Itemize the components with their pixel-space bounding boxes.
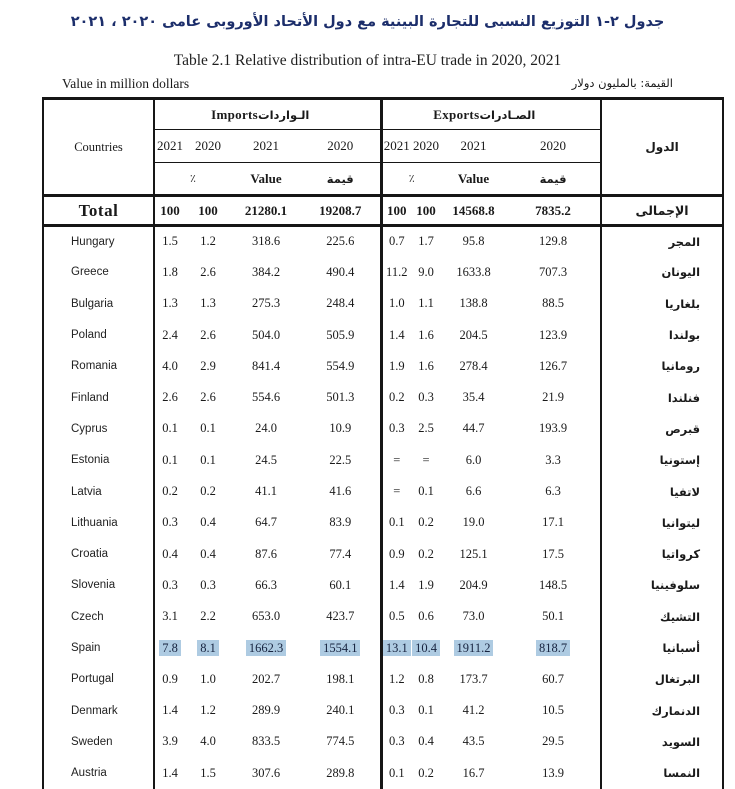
exp-pct-2021-cell: 11.2 — [386, 264, 408, 279]
country-name-ar: أسبانيا — [662, 641, 701, 655]
imp-pct-2021-cell: 0.1 — [162, 421, 178, 436]
country-row — [43, 758, 723, 789]
imp-pct-2021-cell: 4.0 — [162, 358, 178, 373]
country-name-ar: التشيك — [660, 609, 701, 624]
country-row — [43, 288, 723, 319]
imp-val-2020-cell: 198.1 — [301, 664, 381, 695]
country-name-en: Portugal — [43, 664, 154, 695]
country-row — [43, 601, 723, 632]
country-row — [43, 257, 723, 288]
exp-pct-2021-cell: = — [393, 452, 401, 467]
exp-pct-2021-cell: 1.4 — [388, 577, 405, 592]
exp-val-2021-cell: 1911.2 — [441, 632, 506, 663]
country-name-ar: الدنمارك — [651, 703, 701, 718]
total-exp-pct-2021: 100 — [387, 202, 407, 218]
exp-val-2020-cell: 129.8 — [506, 226, 601, 257]
imp-pct-2021-cell: 1.8 — [162, 264, 178, 279]
exp-val-2020-cell: 29.5 — [506, 726, 601, 757]
country-name-en: Poland — [43, 319, 154, 350]
imp-val-2020-cell: 22.5 — [301, 445, 381, 476]
exp-val-2020-cell: 123.9 — [506, 319, 601, 350]
exports-label-en: Exports — [433, 106, 480, 122]
exp-val-2021-cell: 138.8 — [459, 296, 488, 311]
country-name-en: Denmark — [43, 695, 154, 726]
imports-label-ar: الـواردات — [258, 107, 310, 122]
header-year-exp-val-2021: 2021 — [441, 130, 506, 163]
exp-val-2021-cell: 6.6 — [465, 484, 482, 499]
imp-pct-2021-cell: 2.4 — [162, 327, 178, 342]
imp-val-2021-cell: 841.4 — [251, 358, 281, 373]
exp-pct-2020-cell: 0.6 — [418, 609, 434, 624]
value-unit-notes — [0, 76, 735, 92]
header-year-imp-val-2020: 2020 — [301, 130, 381, 163]
exp-pct-2020-cell: 0.1 — [418, 703, 434, 718]
country-name-en: Slovenia — [43, 570, 154, 601]
exp-pct-2020-cell: 1.7 — [418, 234, 434, 249]
table-total-section — [43, 196, 723, 226]
exp-pct-2021-cell: 0.3 — [388, 734, 405, 749]
imports-label-en: Imports — [211, 106, 259, 122]
table-title-english: Table 2.1 Relative distribution of intra-EU trade in 2020, 2021 — [173, 52, 562, 69]
exp-pct-2020-cell: 0.2 — [418, 765, 434, 780]
imp-val-2021-cell: 66.3 — [255, 577, 277, 592]
table-title-arabic: جدول ٢-١ التوزيع النسبى للتجارة البينية مع دول الأتحاد الأوروبى عامى ٢٠٢٠ ، ٢٠٢١ — [70, 14, 665, 30]
exp-val-2021-cell: 35.4 — [462, 390, 485, 405]
imp-val-2020-cell: 225.6 — [301, 226, 381, 257]
country-row — [43, 351, 723, 382]
imp-pct-2020-cell: 1.3 — [200, 296, 216, 311]
exp-pct-2020-cell: 1.6 — [418, 327, 434, 342]
table-body — [43, 226, 723, 789]
exp-val-2021-cell: 278.4 — [459, 358, 488, 373]
country-row — [43, 507, 723, 538]
imp-val-2021-cell: 275.3 — [251, 296, 281, 311]
imp-pct-2021-cell: 7.8 — [154, 632, 185, 663]
exp-val-2021-cell: 204.9 — [459, 577, 488, 592]
exp-val-2021-cell: 43.5 — [462, 734, 485, 749]
imp-val-2020-cell: 490.4 — [301, 257, 381, 288]
imp-pct-2021-cell: 0.4 — [162, 546, 178, 561]
exp-pct-2021-cell: 1.9 — [388, 358, 405, 373]
imp-pct-2021-cell: 1.3 — [162, 296, 178, 311]
imp-pct-2021-cell: 0.3 — [162, 515, 178, 530]
country-name-en: Sweden — [43, 726, 154, 757]
imp-pct-2020-cell: 8.1 — [185, 632, 231, 663]
exp-val-2021-cell: 1633.8 — [456, 264, 491, 279]
country-name-ar: رومانيا — [661, 359, 701, 374]
imp-pct-2020-cell: 2.6 — [200, 264, 216, 279]
header-imports-value-ar: قيمة — [301, 163, 381, 196]
exp-pct-2020-cell: 0.4 — [418, 734, 434, 749]
imp-pct-2020-cell: 4.0 — [200, 734, 216, 749]
header-exports-value-en: Value — [457, 170, 490, 186]
exports-label-ar: الصـادرات — [479, 107, 536, 122]
exp-val-2020-cell: 21.9 — [506, 382, 601, 413]
exp-pct-2021-cell: 1.4 — [388, 327, 405, 342]
value-note-arabic: القيمة: بالمليون دولار — [571, 76, 673, 90]
country-row — [43, 664, 723, 695]
country-row — [43, 632, 723, 663]
total-exp-pct-2020: 100 — [416, 202, 436, 218]
imp-pct-2021-cell: 1.4 — [162, 703, 178, 718]
exp-pct-2020-cell: 0.8 — [418, 671, 434, 686]
total-label-ar: الإجمالى — [635, 203, 689, 218]
intra-eu-trade-table — [42, 97, 724, 789]
exp-pct-2021-cell: = — [393, 484, 401, 499]
imp-pct-2020-cell: 2.6 — [200, 327, 216, 342]
country-name-en: Hungary — [43, 226, 154, 257]
imp-val-2020-cell: 554.9 — [301, 351, 381, 382]
imp-val-2021-cell: 64.7 — [255, 515, 277, 530]
country-name-en: Spain — [43, 632, 154, 663]
imp-val-2020-cell: 501.3 — [301, 382, 381, 413]
header-year-imp-val-2021: 2021 — [231, 130, 301, 163]
country-name-ar: كرواتيا — [661, 547, 701, 562]
exp-pct-2021-cell: 0.1 — [388, 515, 405, 530]
country-name-ar: بلغاريا — [664, 296, 701, 311]
exp-pct-2021-cell: 0.1 — [388, 765, 405, 780]
country-row — [43, 413, 723, 444]
exp-pct-2020-cell: 9.0 — [418, 264, 434, 279]
exp-val-2021-cell: 95.8 — [462, 234, 485, 249]
exp-pct-2021-cell: 0.3 — [388, 703, 405, 718]
exp-val-2020-cell: 10.5 — [506, 695, 601, 726]
exp-val-2021-cell: 6.0 — [465, 452, 482, 467]
imp-pct-2020-cell: 1.2 — [200, 234, 216, 249]
header-imports-value-en: Value — [250, 170, 282, 186]
imp-val-2021-cell: 653.0 — [251, 609, 281, 624]
country-row — [43, 695, 723, 726]
exp-pct-2020-cell: 1.1 — [418, 296, 434, 311]
imp-val-2021-cell: 318.6 — [251, 234, 281, 249]
country-name-ar: إستونيا — [659, 453, 701, 468]
imp-val-2020-cell: 60.1 — [301, 570, 381, 601]
imp-val-2021-cell: 307.6 — [251, 765, 281, 780]
imp-pct-2020-cell: 2.9 — [200, 358, 216, 373]
imp-val-2021-cell: 504.0 — [251, 327, 281, 342]
imp-val-2021-cell: 289.9 — [251, 703, 281, 718]
country-row — [43, 476, 723, 507]
country-name-en: Estonia — [43, 445, 154, 476]
exp-val-2020-cell: 818.7 — [506, 632, 601, 663]
imp-pct-2021-cell: 3.9 — [162, 734, 178, 749]
country-name-en: Finland — [43, 382, 154, 413]
exp-val-2021-cell: 19.0 — [462, 515, 485, 530]
imp-val-2021-cell: 24.5 — [255, 452, 277, 467]
country-name-ar: المجر — [668, 234, 701, 249]
country-name-en: Romania — [43, 351, 154, 382]
exp-pct-2020-cell: 0.1 — [418, 484, 434, 499]
header-imports-group — [154, 99, 381, 130]
imp-val-2020-cell: 248.4 — [301, 288, 381, 319]
header-countries-ar: الدول — [645, 140, 679, 154]
exp-pct-2020-cell: 10.4 — [411, 632, 441, 663]
imp-pct-2020-cell: 1.5 — [200, 765, 216, 780]
exp-val-2021-cell: 173.7 — [459, 671, 488, 686]
imp-pct-2020-cell: 0.4 — [200, 546, 216, 561]
country-row — [43, 319, 723, 350]
imp-val-2020-cell: 41.6 — [301, 476, 381, 507]
imp-pct-2021-cell: 2.6 — [162, 390, 178, 405]
exp-pct-2021-cell: 0.5 — [388, 609, 405, 624]
imp-val-2020-cell: 1554.1 — [301, 632, 381, 663]
imp-val-2020-cell: 83.9 — [301, 507, 381, 538]
exp-val-2020-cell: 88.5 — [506, 288, 601, 319]
total-imp-val-2020: 19208.7 — [301, 196, 381, 226]
exp-val-2020-cell: 6.3 — [506, 476, 601, 507]
exp-val-2021-cell: 44.7 — [462, 421, 485, 436]
imp-pct-2020-cell: 0.3 — [200, 577, 216, 592]
imp-val-2020-cell: 505.9 — [301, 319, 381, 350]
exp-pct-2021-cell: 0.3 — [388, 421, 405, 436]
trade-table — [42, 97, 722, 789]
exp-val-2020-cell: 707.3 — [506, 257, 601, 288]
imp-pct-2020-cell: 2.2 — [200, 609, 216, 624]
imp-val-2021-cell: 87.6 — [255, 546, 277, 561]
header-year-exp-pct-2020: 2020 — [411, 130, 441, 163]
country-name-ar: السويد — [661, 734, 701, 749]
exp-pct-2020-cell: 0.2 — [418, 546, 434, 561]
exp-pct-2021-cell: 0.9 — [388, 546, 405, 561]
imp-pct-2020-cell: 2.6 — [200, 390, 216, 405]
country-name-en: Greece — [43, 257, 154, 288]
header-year-imp-pct-2021: 2021 — [154, 130, 185, 163]
country-row — [43, 226, 723, 257]
country-row — [43, 570, 723, 601]
value-note-english: Value in million dollars — [62, 76, 190, 91]
imp-pct-2020-cell: 0.1 — [200, 452, 216, 467]
country-name-ar: ليتوانيا — [661, 515, 701, 530]
country-name-ar: قبرص — [665, 421, 701, 436]
country-name-en: Lithuania — [43, 507, 154, 538]
country-name-en: Austria — [43, 758, 154, 789]
country-name-ar: سلوفينيا — [650, 578, 701, 593]
exp-val-2020-cell: 3.3 — [506, 445, 601, 476]
country-name-ar: اليونان — [661, 265, 701, 280]
header-year-exp-pct-2021: 2021 — [381, 130, 411, 163]
exp-pct-2020-cell: = — [422, 452, 430, 467]
imp-val-2021-cell: 554.6 — [251, 390, 281, 405]
exp-pct-2020-cell: 0.3 — [418, 390, 434, 405]
country-row — [43, 538, 723, 569]
total-label-en: Total — [43, 196, 154, 226]
imp-pct-2020-cell: 0.1 — [200, 421, 216, 436]
exp-val-2021-cell: 125.1 — [459, 546, 488, 561]
imp-pct-2021-cell: 1.4 — [162, 765, 178, 780]
country-row — [43, 445, 723, 476]
country-name-ar: بولندا — [668, 328, 701, 343]
imp-val-2021-cell: 1662.3 — [231, 632, 301, 663]
exp-val-2020-cell: 17.1 — [506, 507, 601, 538]
total-exp-val-2020: 7835.2 — [506, 196, 601, 226]
country-row — [43, 726, 723, 757]
table-header — [43, 99, 723, 196]
header-exports-group — [381, 99, 601, 130]
imp-val-2021-cell: 24.0 — [255, 421, 277, 436]
header-exports-value-ar: قيمة — [506, 163, 601, 196]
imp-pct-2020-cell: 1.0 — [200, 671, 216, 686]
country-name-en: Cyprus — [43, 413, 154, 444]
header-exports-percent: ٪ — [408, 172, 415, 185]
header-year-exp-val-2020: 2020 — [506, 130, 601, 163]
imp-val-2021-cell: 833.5 — [251, 734, 281, 749]
country-name-en: Latvia — [43, 476, 154, 507]
exp-val-2021-cell: 16.7 — [462, 765, 485, 780]
country-name-ar: البرتغال — [654, 672, 701, 687]
exp-pct-2020-cell: 2.5 — [418, 421, 434, 436]
country-name-en: Bulgaria — [43, 288, 154, 319]
imp-val-2021-cell: 41.1 — [255, 484, 277, 499]
header-countries-en: Countries — [43, 99, 154, 196]
total-imp-pct-2021: 100 — [160, 202, 180, 218]
header-year-imp-pct-2020: 2020 — [185, 130, 231, 163]
exp-pct-2021-cell: 0.7 — [388, 234, 405, 249]
imp-val-2020-cell: 77.4 — [301, 538, 381, 569]
imp-val-2021-cell: 202.7 — [251, 671, 281, 686]
exp-val-2020-cell: 60.7 — [506, 664, 601, 695]
country-name-ar: لاتفيا — [669, 484, 701, 499]
exp-pct-2020-cell: 1.6 — [418, 358, 434, 373]
country-name-ar: فنلندا — [667, 390, 701, 405]
exp-val-2020-cell: 193.9 — [506, 413, 601, 444]
total-imp-val-2021: 21280.1 — [244, 202, 288, 218]
exp-val-2021-cell: 41.2 — [462, 703, 485, 718]
total-row — [43, 196, 723, 226]
imp-pct-2020-cell: 1.2 — [200, 703, 216, 718]
exp-pct-2021-cell: 1.2 — [388, 671, 405, 686]
imp-pct-2021-cell: 0.9 — [162, 671, 178, 686]
imp-pct-2021-cell: 0.3 — [162, 577, 178, 592]
imp-val-2020-cell: 10.9 — [301, 413, 381, 444]
imp-pct-2021-cell: 0.2 — [162, 484, 178, 499]
total-exp-val-2021: 14568.8 — [452, 202, 495, 218]
exp-val-2020-cell: 126.7 — [506, 351, 601, 382]
imp-val-2020-cell: 240.1 — [301, 695, 381, 726]
imp-val-2020-cell: 423.7 — [301, 601, 381, 632]
imp-pct-2021-cell: 0.1 — [162, 452, 178, 467]
imp-pct-2021-cell: 1.5 — [162, 234, 178, 249]
country-name-en: Czech — [43, 601, 154, 632]
exp-val-2020-cell: 13.9 — [506, 758, 601, 789]
exp-pct-2021-cell: 0.2 — [388, 390, 405, 405]
imp-val-2021-cell: 384.2 — [251, 264, 281, 279]
country-row — [43, 382, 723, 413]
imp-val-2020-cell: 774.5 — [301, 726, 381, 757]
exp-pct-2021-cell: 1.0 — [388, 296, 405, 311]
exp-pct-2020-cell: 0.2 — [418, 515, 434, 530]
exp-val-2020-cell: 50.1 — [506, 601, 601, 632]
exp-val-2021-cell: 204.5 — [459, 327, 488, 342]
total-imp-pct-2020: 100 — [198, 202, 218, 218]
imp-pct-2020-cell: 0.4 — [200, 515, 216, 530]
exp-val-2020-cell: 148.5 — [506, 570, 601, 601]
exp-val-2020-cell: 17.5 — [506, 538, 601, 569]
imp-pct-2021-cell: 3.1 — [162, 609, 178, 624]
country-name-en: Croatia — [43, 538, 154, 569]
exp-pct-2020-cell: 1.9 — [418, 577, 434, 592]
header-imports-percent: ٪ — [190, 172, 196, 185]
imp-val-2020-cell: 289.8 — [301, 758, 381, 789]
imp-pct-2020-cell: 0.2 — [200, 484, 216, 499]
exp-pct-2021-cell: 13.1 — [381, 632, 411, 663]
exp-val-2021-cell: 73.0 — [462, 609, 485, 624]
country-name-ar: النمسا — [663, 766, 701, 781]
